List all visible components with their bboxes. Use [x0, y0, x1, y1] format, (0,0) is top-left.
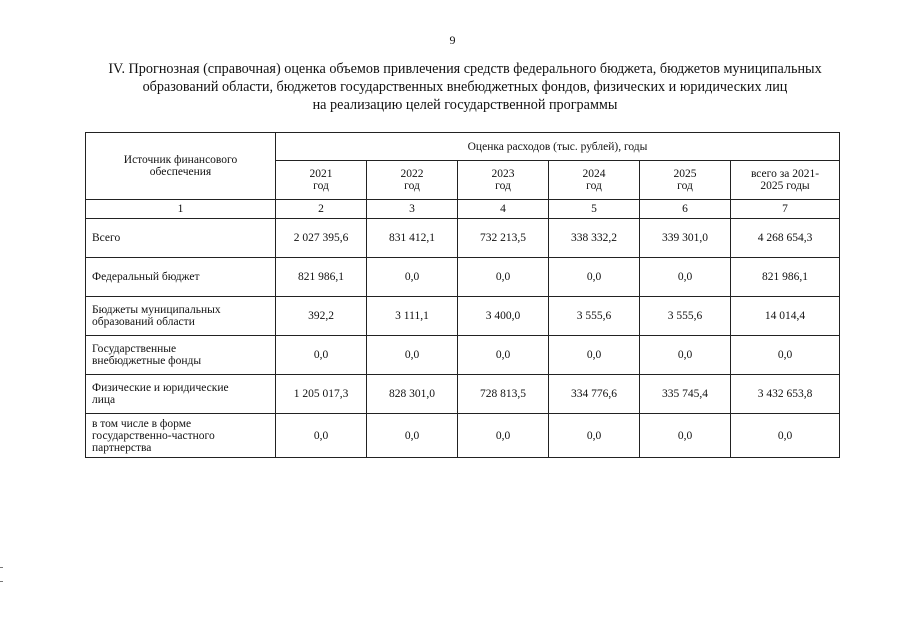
table-cell: 0,0 — [640, 414, 731, 458]
total-header: всего за 2021- 2025 годы — [731, 161, 840, 200]
row-label: Федеральный бюджет — [86, 258, 276, 297]
column-number: 2 — [276, 200, 367, 219]
table-cell: 0,0 — [549, 258, 640, 297]
table-cell: 732 213,5 — [458, 219, 549, 258]
title-line: IV. Прогнозная (справочная) оценка объемов привлечения средств федерального бюджета, бюджетов муниципальных — [108, 61, 822, 77]
financing-table — [85, 132, 840, 458]
table-cell: 831 412,1 — [367, 219, 458, 258]
table-cell: 3 432 653,8 — [731, 375, 840, 414]
column-number: 7 — [731, 200, 840, 219]
column-number: 4 — [458, 200, 549, 219]
table-row — [86, 258, 840, 297]
source-header-line: обеспечения — [149, 166, 212, 178]
row-label: Всего — [86, 219, 276, 258]
table-cell: 4 268 654,3 — [731, 219, 840, 258]
year-header: 2025 год — [640, 161, 731, 200]
table-row — [86, 219, 840, 258]
table-row — [86, 375, 840, 414]
table-cell: 821 986,1 — [731, 258, 840, 297]
page-number: 9 — [449, 33, 456, 47]
table-cell: 0,0 — [367, 258, 458, 297]
table-cell: 335 745,4 — [640, 375, 731, 414]
section-title — [60, 60, 870, 114]
table-cell: 0,0 — [640, 258, 731, 297]
column-number: 3 — [367, 200, 458, 219]
table-cell: 339 301,0 — [640, 219, 731, 258]
table-cell: 14 014,4 — [731, 297, 840, 336]
table-row — [86, 336, 840, 375]
source-header — [86, 133, 276, 200]
table-cell: 0,0 — [458, 258, 549, 297]
table-cell: 3 400,0 — [458, 297, 549, 336]
table-cell: 3 111,1 — [367, 297, 458, 336]
table-cell: 0,0 — [549, 336, 640, 375]
table-cell: 1 205 017,3 — [276, 375, 367, 414]
row-label: Бюджеты муниципальных образований области — [86, 297, 276, 336]
table-cell: 3 555,6 — [640, 297, 731, 336]
scan-mark — [0, 581, 3, 582]
table-row — [86, 414, 840, 458]
table-cell: 828 301,0 — [367, 375, 458, 414]
table-cell: 334 776,6 — [549, 375, 640, 414]
table-cell: 0,0 — [276, 414, 367, 458]
year-header: 2021 год — [276, 161, 367, 200]
table-cell: 0,0 — [549, 414, 640, 458]
column-number: 1 — [86, 200, 276, 219]
scan-mark — [0, 567, 3, 568]
table-cell: 392,2 — [276, 297, 367, 336]
title-line: образований области, бюджетов государственных внебюджетных фондов, физических и юридических лиц — [142, 79, 788, 95]
table-cell: 338 332,2 — [549, 219, 640, 258]
table-cell: 0,0 — [458, 414, 549, 458]
year-header: 2022 год — [367, 161, 458, 200]
table-cell: 0,0 — [731, 336, 840, 375]
table-cell: 0,0 — [731, 414, 840, 458]
table-cell: 0,0 — [367, 336, 458, 375]
year-header: 2024 год — [549, 161, 640, 200]
table-cell: 2 027 395,6 — [276, 219, 367, 258]
row-label: в том числе в форме государственно-частного партнерства — [86, 414, 276, 458]
column-number: 5 — [549, 200, 640, 219]
year-header: 2023 год — [458, 161, 549, 200]
table-row — [86, 297, 840, 336]
table-cell: 0,0 — [276, 336, 367, 375]
title-line: на реализацию целей государственной программы — [312, 97, 618, 113]
table-cell: 0,0 — [367, 414, 458, 458]
expenses-group-header: Оценка расходов (тыс. рублей), годы — [276, 133, 840, 161]
table-cell: 0,0 — [458, 336, 549, 375]
source-header-line: Источник финансового — [123, 154, 238, 166]
row-label: Государственные внебюджетные фонды — [86, 336, 276, 375]
table-cell: 0,0 — [640, 336, 731, 375]
table-cell: 821 986,1 — [276, 258, 367, 297]
column-number: 6 — [640, 200, 731, 219]
table-cell: 3 555,6 — [549, 297, 640, 336]
row-label: Физические и юридические лица — [86, 375, 276, 414]
table-cell: 728 813,5 — [458, 375, 549, 414]
